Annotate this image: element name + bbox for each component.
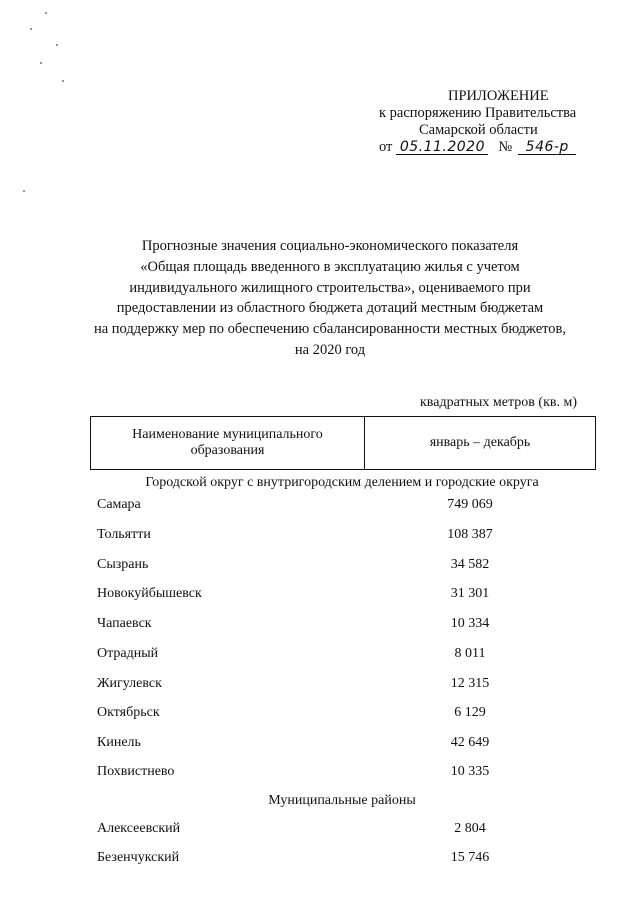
scan-speck <box>56 44 58 46</box>
title-line: индивидуального жилищного строительства», оцениваемого при <box>129 279 531 296</box>
row-value: 34 582 <box>450 557 490 572</box>
scan-speck <box>62 80 64 82</box>
row-name: Чапаевск <box>97 616 152 631</box>
row-value: 12 315 <box>450 676 490 691</box>
table-header <box>90 416 596 470</box>
table-row <box>0 586 640 606</box>
table-row <box>0 527 640 547</box>
row-name: Кинель <box>97 735 141 750</box>
document-title <box>60 236 600 361</box>
table-row <box>0 646 640 666</box>
appendix-region: Самарской области <box>419 122 538 138</box>
title-line: на 2020 год <box>294 341 366 358</box>
table-row <box>0 850 640 870</box>
units-label: квадратных метров (кв. м) <box>420 395 578 410</box>
header-period: январь – декабрь <box>429 435 531 450</box>
row-name: Сызрань <box>97 557 149 572</box>
table-row <box>0 735 640 755</box>
row-value: 6 129 <box>454 705 486 720</box>
table-row <box>0 616 640 636</box>
row-name: Тольятти <box>97 527 151 542</box>
row-value: 108 387 <box>447 527 493 542</box>
table-row <box>0 764 640 784</box>
appendix-order-text: к распоряжению Правительства <box>379 105 577 121</box>
scan-speck <box>45 12 47 14</box>
row-value: 749 069 <box>447 497 493 512</box>
appendix-title: ПРИЛОЖЕНИЕ <box>448 88 549 104</box>
title-line: на поддержку мер по обеспечению сбалансированности местных бюджетов, <box>93 321 567 338</box>
row-value: 42 649 <box>450 735 490 750</box>
row-value: 8 011 <box>454 646 486 661</box>
row-name: Отрадный <box>97 646 159 661</box>
row-name: Похвистнево <box>97 764 175 779</box>
number-sign: № <box>498 139 513 155</box>
row-name: Алексеевский <box>97 821 181 836</box>
scan-speck <box>30 28 32 30</box>
table-row <box>0 821 640 841</box>
row-name: Октябрьск <box>97 705 160 720</box>
row-value: 2 804 <box>454 821 486 836</box>
title-line: «Общая площадь введенного в эксплуатацию жилья с учетом <box>140 258 520 275</box>
row-value: 15 746 <box>450 850 490 865</box>
appendix-date-row <box>379 139 576 156</box>
handwritten-date: 05.11.2020 <box>396 140 488 155</box>
row-name: Жигулевск <box>97 676 162 691</box>
row-name: Новокуйбышевск <box>97 586 202 601</box>
row-value: 10 334 <box>450 616 490 631</box>
header-name: Наименование муниципального образования <box>91 417 365 469</box>
row-value: 31 301 <box>450 586 490 601</box>
table-row <box>0 676 640 696</box>
table-row <box>0 705 640 725</box>
section-urban: Городской округ с внутригородским делением и городские округа <box>145 475 539 490</box>
scan-speck <box>40 62 42 64</box>
table-row <box>0 497 640 517</box>
title-line: Прогнозные значения социально-экономического показателя <box>141 238 519 254</box>
section-districts: Муниципальные районы <box>268 793 416 808</box>
row-name: Самара <box>97 497 141 512</box>
handwritten-number: 546-р <box>518 140 576 155</box>
row-value: 10 335 <box>450 764 490 779</box>
title-line: предоставлении из областного бюджета дотаций местным бюджетам <box>116 300 544 317</box>
date-prefix: от <box>379 139 393 155</box>
scan-speck <box>23 190 25 192</box>
appendix-block <box>370 88 600 156</box>
table-row <box>0 557 640 577</box>
row-name: Безенчукский <box>97 850 180 865</box>
